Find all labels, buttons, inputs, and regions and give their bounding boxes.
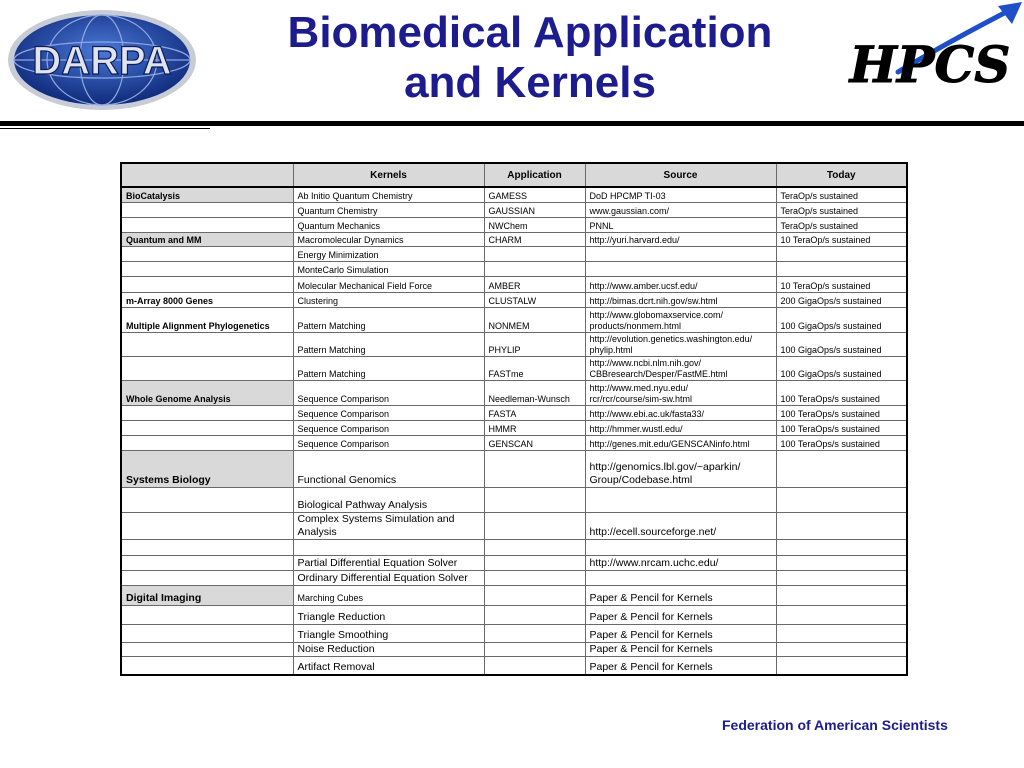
source-line: http://www.globomaxservice.com/ [589, 309, 724, 320]
source-cell: http://genes.mit.edu/GENSCANinfo.html [585, 435, 776, 450]
column-header-kernels: Kernels [293, 163, 484, 187]
biomedical-kernels-table [120, 162, 908, 676]
header-rule-thin [0, 128, 210, 129]
kernel-cell: Macromolecular Dynamics [293, 232, 484, 246]
table-row [121, 380, 907, 405]
source-cell: Paper & Pencil for Kernels [585, 585, 776, 605]
application-cell: NWChem [484, 217, 585, 232]
kernel-cell: Quantum Mechanics [293, 217, 484, 232]
source-cell [585, 246, 776, 261]
today-cell [776, 642, 907, 656]
source-cell: Paper & Pencil for Kernels [585, 624, 776, 642]
today-cell: 100 GigaOps/s sustained [776, 307, 907, 332]
table-row [121, 292, 907, 307]
table-row [121, 261, 907, 276]
application-cell [484, 555, 585, 570]
category-cell: Digital Imaging [121, 585, 293, 605]
hpcs-logo [838, 2, 1022, 94]
today-cell: 100 TeraOps/s sustained [776, 420, 907, 435]
kernel-cell: Marching Cubes [293, 585, 484, 605]
title-line-1: Biomedical Application [287, 8, 773, 57]
today-cell [776, 555, 907, 570]
source-line: CBBresearch/Desper/FastME.html [589, 368, 728, 379]
column-header-application: Application [484, 163, 585, 187]
table-header-row [121, 163, 907, 187]
application-cell: GAMESS [484, 187, 585, 202]
category-cell: BioCatalysis [121, 187, 293, 202]
application-cell: FASTA [484, 405, 585, 420]
table-row [121, 435, 907, 450]
table-row [121, 246, 907, 261]
darpa-logo-text: DARPA [32, 39, 172, 83]
application-cell: PHYLIP [484, 332, 585, 356]
source-line: products/nonmem.html [589, 320, 682, 331]
table-row [121, 656, 907, 675]
table-row [121, 356, 907, 380]
application-cell: FASTme [484, 356, 585, 380]
category-cell [121, 332, 293, 356]
category-cell [121, 642, 293, 656]
kernel-cell: Artifact Removal [293, 656, 484, 675]
application-cell: AMBER [484, 276, 585, 292]
today-cell [776, 605, 907, 624]
today-cell: 10 TeraOp/s sustained [776, 276, 907, 292]
table-row [121, 405, 907, 420]
source-cell: DoD HPCMP TI-03 [585, 187, 776, 202]
category-cell [121, 261, 293, 276]
category-cell: Multiple Alignment Phylogenetics [121, 307, 293, 332]
category-cell: Whole Genome Analysis [121, 380, 293, 405]
table-row [121, 187, 907, 202]
table-row [121, 276, 907, 292]
today-cell [776, 487, 907, 512]
source-line: http://genomics.lbl.gov/~aparkin/ [589, 460, 741, 473]
today-cell: TeraOp/s sustained [776, 202, 907, 217]
column-header-category [121, 163, 293, 187]
today-cell: 100 GigaOps/s sustained [776, 332, 907, 356]
source-cell: http://www.amber.ucsf.edu/ [585, 276, 776, 292]
table-row [121, 642, 907, 656]
application-cell [484, 539, 585, 555]
category-cell: Systems Biology [121, 450, 293, 487]
source-cell: Paper & Pencil for Kernels [585, 656, 776, 675]
category-cell [121, 246, 293, 261]
kernel-cell: Energy Minimization [293, 246, 484, 261]
table-row [121, 570, 907, 585]
footer-credit: Federation of American Scientists [722, 717, 948, 733]
today-cell [776, 539, 907, 555]
application-cell: GENSCAN [484, 435, 585, 450]
application-cell: CLUSTALW [484, 292, 585, 307]
kernel-cell: Noise Reduction [293, 642, 484, 656]
source-cell [585, 487, 776, 512]
application-cell: CHARM [484, 232, 585, 246]
table-row [121, 332, 907, 356]
source-cell [585, 307, 776, 332]
today-cell [776, 512, 907, 539]
category-cell [121, 539, 293, 555]
category-cell [121, 276, 293, 292]
application-cell [484, 656, 585, 675]
kernel-cell: Clustering [293, 292, 484, 307]
title-line-2: and Kernels [404, 58, 656, 107]
darpa-logo [6, 8, 198, 112]
today-cell [776, 261, 907, 276]
source-cell: http://yuri.harvard.edu/ [585, 232, 776, 246]
kernel-cell: Triangle Reduction [293, 605, 484, 624]
category-cell [121, 605, 293, 624]
category-cell [121, 202, 293, 217]
kernel-cell: Sequence Comparison [293, 435, 484, 450]
application-cell: Needleman-Wunsch [484, 380, 585, 405]
kernel-cell [293, 539, 484, 555]
today-cell: 10 TeraOp/s sustained [776, 232, 907, 246]
kernel-cell [293, 512, 484, 539]
kernel-cell: Partial Differential Equation Solver [293, 555, 484, 570]
kernel-cell: Pattern Matching [293, 332, 484, 356]
category-cell [121, 555, 293, 570]
application-cell [484, 261, 585, 276]
source-cell [585, 450, 776, 487]
kernel-cell: Ordinary Differential Equation Solver [293, 570, 484, 585]
source-cell [585, 332, 776, 356]
category-cell [121, 420, 293, 435]
table-row [121, 605, 907, 624]
today-cell: 100 TeraOps/s sustained [776, 405, 907, 420]
kernel-cell: Sequence Comparison [293, 405, 484, 420]
application-cell [484, 246, 585, 261]
kernel-cell: Pattern Matching [293, 307, 484, 332]
source-line: http://evolution.genetics.washington.edu/ [589, 333, 753, 344]
column-header-source: Source [585, 163, 776, 187]
source-line: phylip.html [589, 344, 633, 355]
kernel-cell: Triangle Smoothing [293, 624, 484, 642]
table-row [121, 487, 907, 512]
today-cell [776, 450, 907, 487]
application-cell: GAUSSIAN [484, 202, 585, 217]
today-cell [776, 624, 907, 642]
table-row [121, 512, 907, 539]
table-row [121, 202, 907, 217]
category-cell [121, 435, 293, 450]
source-line: Group/Codebase.html [589, 473, 693, 486]
category-cell: m-Array 8000 Genes [121, 292, 293, 307]
source-line: rcr/rcr/course/sim-sw.html [589, 393, 693, 404]
source-line: http://www.ncbi.nlm.nih.gov/ [589, 357, 702, 368]
today-cell: 100 TeraOps/s sustained [776, 380, 907, 405]
category-cell: Quantum and MM [121, 232, 293, 246]
source-cell: http://hmmer.wustl.edu/ [585, 420, 776, 435]
category-cell [121, 405, 293, 420]
today-cell: TeraOp/s sustained [776, 217, 907, 232]
category-cell [121, 217, 293, 232]
kernel-cell: Sequence Comparison [293, 420, 484, 435]
category-cell [121, 512, 293, 539]
kernel-cell: MonteCarlo Simulation [293, 261, 484, 276]
kernel-cell: Functional Genomics [293, 450, 484, 487]
application-cell [484, 642, 585, 656]
source-cell [585, 356, 776, 380]
application-cell [484, 624, 585, 642]
kernel-cell: Ab Initio Quantum Chemistry [293, 187, 484, 202]
application-cell [484, 450, 585, 487]
source-cell: www.gaussian.com/ [585, 202, 776, 217]
category-cell [121, 624, 293, 642]
column-header-today: Today [776, 163, 907, 187]
today-cell: 100 GigaOps/s sustained [776, 356, 907, 380]
today-cell: 100 TeraOps/s sustained [776, 435, 907, 450]
kernel-cell: Molecular Mechanical Field Force [293, 276, 484, 292]
application-cell: HMMR [484, 420, 585, 435]
table-row [121, 585, 907, 605]
today-cell [776, 656, 907, 675]
application-cell: NONMEM [484, 307, 585, 332]
today-cell [776, 570, 907, 585]
source-cell: PNNL [585, 217, 776, 232]
kernel-cell: Biological Pathway Analysis [293, 487, 484, 512]
source-cell [585, 380, 776, 405]
page-title [250, 8, 810, 108]
category-cell [121, 487, 293, 512]
application-cell [484, 570, 585, 585]
category-cell [121, 656, 293, 675]
kernel-cell: Quantum Chemistry [293, 202, 484, 217]
kernel-cell: Pattern Matching [293, 356, 484, 380]
application-cell [484, 585, 585, 605]
kernel-line: Complex Systems Simulation and [297, 512, 455, 525]
source-cell: http://www.nrcam.uchc.edu/ [585, 555, 776, 570]
table-row [121, 232, 907, 246]
today-cell: 200 GigaOps/s sustained [776, 292, 907, 307]
source-cell [585, 261, 776, 276]
today-cell [776, 246, 907, 261]
source-cell: Paper & Pencil for Kernels [585, 642, 776, 656]
source-cell [585, 539, 776, 555]
today-cell [776, 585, 907, 605]
source-cell: http://ecell.sourceforge.net/ [585, 512, 776, 539]
application-cell [484, 512, 585, 539]
header-rule [0, 121, 1024, 126]
category-cell [121, 356, 293, 380]
table-row [121, 217, 907, 232]
category-cell [121, 570, 293, 585]
today-cell: TeraOp/s sustained [776, 187, 907, 202]
source-line: http://www.med.nyu.edu/ [589, 382, 689, 393]
application-cell [484, 605, 585, 624]
table-row [121, 624, 907, 642]
kernel-cell: Sequence Comparison [293, 380, 484, 405]
table-row [121, 450, 907, 487]
application-cell [484, 487, 585, 512]
source-cell: http://www.ebi.ac.uk/fasta33/ [585, 405, 776, 420]
table-row [121, 555, 907, 570]
hpcs-logo-text: HPCS [849, 35, 1011, 94]
source-cell: Paper & Pencil for Kernels [585, 605, 776, 624]
table-row [121, 420, 907, 435]
table-row [121, 307, 907, 332]
table-row [121, 539, 907, 555]
source-cell [585, 570, 776, 585]
kernel-line: Analysis [297, 525, 337, 538]
source-cell: http://bimas.dcrt.nih.gov/sw.html [585, 292, 776, 307]
